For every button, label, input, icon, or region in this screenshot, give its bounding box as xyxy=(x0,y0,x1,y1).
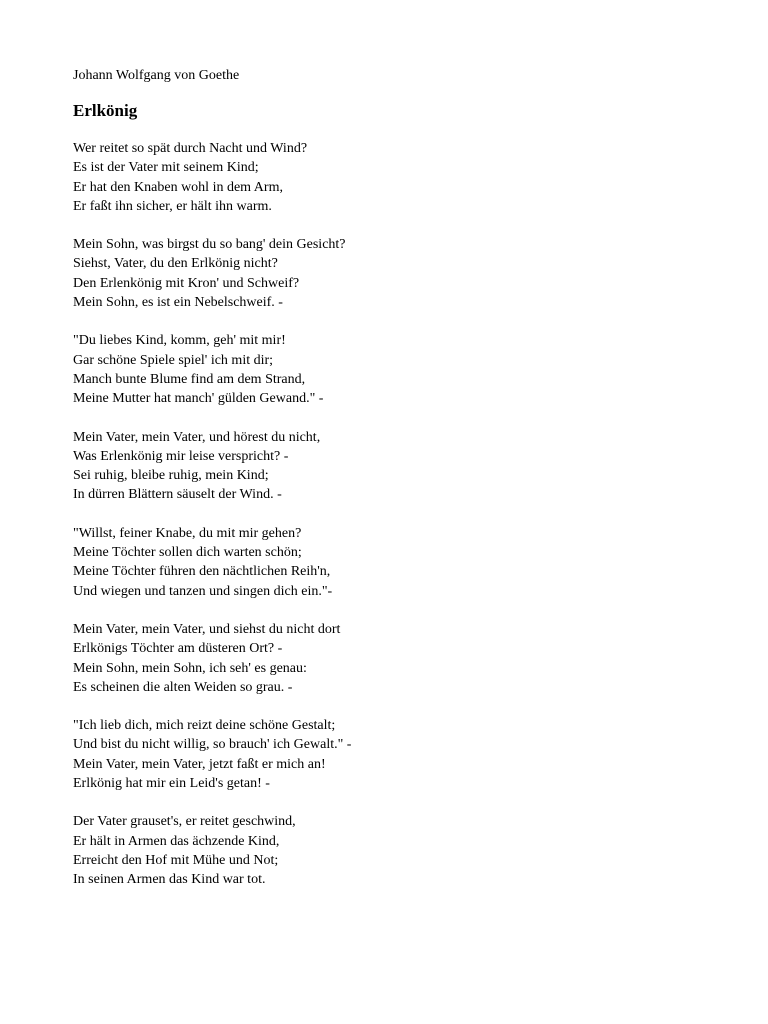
stanza xyxy=(73,235,733,312)
stanza xyxy=(73,428,733,505)
poem-line: Mein Vater, mein Vater, und hörest du nicht, xyxy=(73,429,321,445)
stanza xyxy=(73,716,733,793)
poem-line: Erlkönig hat mir ein Leid's getan! - xyxy=(73,776,270,792)
poem-line: Und bist du nicht willig, so brauch' ich Gewalt." - xyxy=(73,737,352,753)
poem-line: Mein Sohn, es ist ein Nebelschweif. - xyxy=(73,295,283,311)
poem-title: Erlkönig xyxy=(73,101,138,120)
poem-line: Meine Töchter sollen dich warten schön; xyxy=(73,545,302,561)
poem-line: Meine Töchter führen den nächtlichen Reih'n, xyxy=(73,564,331,580)
stanza xyxy=(73,812,733,889)
poem-line: Er faßt ihn sicher, er hält ihn warm. xyxy=(73,198,272,214)
poem-line: In seinen Armen das Kind war tot. xyxy=(73,872,266,888)
poem-line: Den Erlenkönig mit Kron' und Schweif? xyxy=(73,275,300,291)
poem-line: "Ich lieb dich, mich reizt deine schöne Gestalt; xyxy=(73,718,336,734)
poem-line: Erlkönigs Töchter am düsteren Ort? - xyxy=(73,641,283,657)
stanza xyxy=(73,620,733,697)
poem-line: Meine Mutter hat manch' gülden Gewand." - xyxy=(73,391,324,407)
poem-body xyxy=(73,139,733,890)
poem-line: Erreicht den Hof mit Mühe und Not; xyxy=(73,852,279,868)
poem-line: Was Erlenkönig mir leise verspricht? - xyxy=(73,448,289,464)
document-page xyxy=(73,66,733,909)
stanza xyxy=(73,331,733,408)
poem-line: In dürren Blättern säuselt der Wind. - xyxy=(73,487,282,503)
poem-line: Manch bunte Blume find am dem Strand, xyxy=(73,371,306,387)
poem-line: Er hat den Knaben wohl in dem Arm, xyxy=(73,179,283,195)
poem-line: Siehst, Vater, du den Erlkönig nicht? xyxy=(73,256,278,272)
poem-line: Und wiegen und tanzen und singen dich ein."- xyxy=(73,583,333,599)
poem-line: Es ist der Vater mit seinem Kind; xyxy=(73,160,259,176)
poem-line: "Willst, feiner Knabe, du mit mir gehen? xyxy=(73,525,302,541)
poem-line: "Du liebes Kind, komm, geh' mit mir! xyxy=(73,333,286,349)
poem-line: Sei ruhig, bleibe ruhig, mein Kind; xyxy=(73,468,269,484)
poem-line: Mein Vater, mein Vater, jetzt faßt er mich an! xyxy=(73,756,326,772)
poem-line: Wer reitet so spät durch Nacht und Wind? xyxy=(73,141,308,156)
poem-line: Mein Sohn, was birgst du so bang' dein Gesicht? xyxy=(73,237,346,253)
stanza xyxy=(73,524,733,601)
poem-line: Mein Vater, mein Vater, und siehst du nicht dort xyxy=(73,621,341,637)
stanza xyxy=(73,139,733,216)
poem-line: Er hält in Armen das ächzende Kind, xyxy=(73,833,280,849)
poem-line: Es scheinen die alten Weiden so grau. - xyxy=(73,679,293,695)
author-name: Johann Wolfgang von Goethe xyxy=(73,68,240,83)
poem-line: Der Vater grauset's, er reitet geschwind, xyxy=(73,814,296,830)
poem-line: Gar schöne Spiele spiel' ich mit dir; xyxy=(73,352,274,368)
poem-line: Mein Sohn, mein Sohn, ich seh' es genau: xyxy=(73,660,307,676)
